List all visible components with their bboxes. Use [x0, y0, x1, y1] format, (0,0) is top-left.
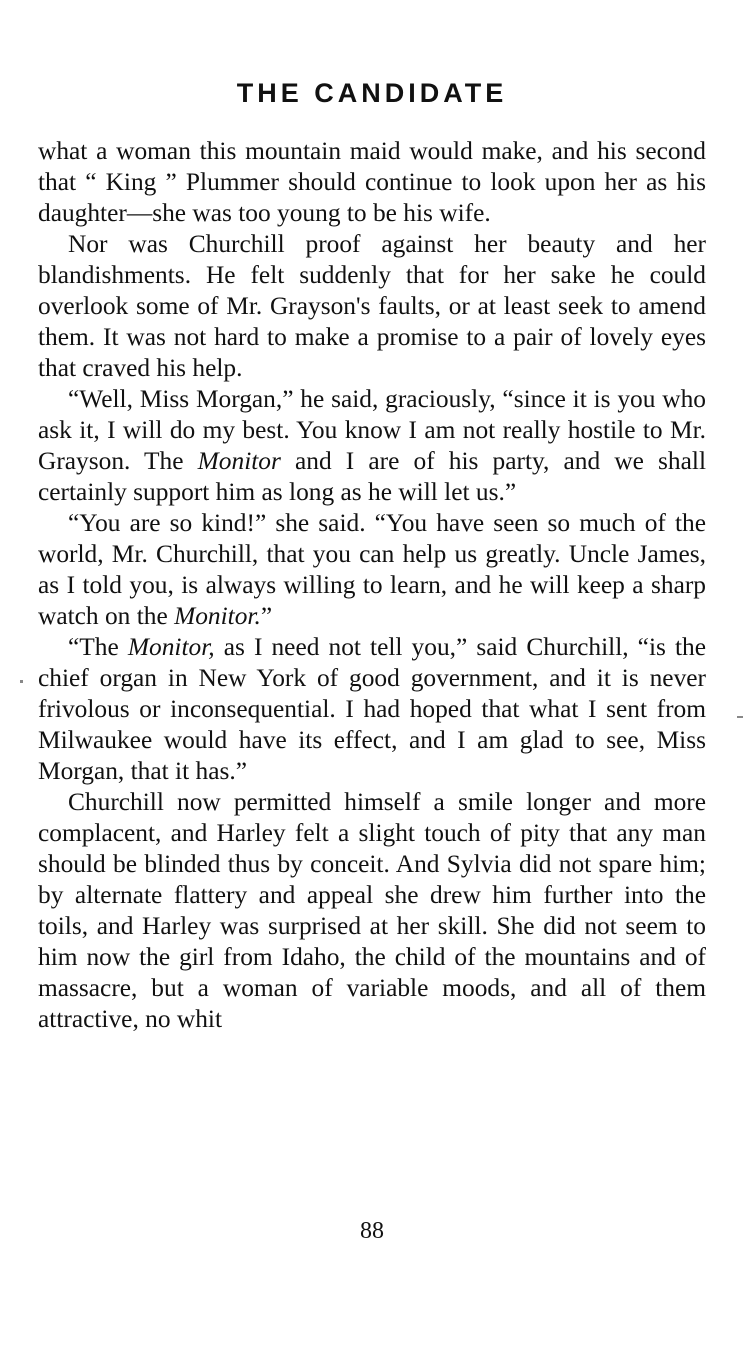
paragraph-the-monitor — [38, 632, 706, 787]
paragraph-text: “Well, Miss Morgan,” he said, graciously, “since it is you who ask it, I will do my best. You know I am not really hostile to Mr. Grayson. The — [38, 385, 706, 475]
paragraph-text: ” — [260, 602, 273, 630]
paragraph-churchill-smile: Churchill now permitted himself a smile longer and more complacent, and Harley felt a slight touch of pity that any man should be blinded thus by conceit. And Sylvia did not spare him; by alternate flattery and appeal she drew him further into the toils, and Harley was surprised at her skill. She did not seem to him now the girl from Idaho, the child of the mountains and of massacre, but a woman of variable moods, and all of them attractive, no whit — [38, 788, 706, 1033]
paragraph-continuation: what a woman this mountain maid would make, and his second that “ King ” Plummer should continue to look upon her as his daughter—she was too young to be his wife. — [38, 137, 706, 227]
body-text — [38, 136, 706, 1035]
paragraph-text: “The — [68, 633, 128, 661]
running-head: THE CANDIDATE — [236, 78, 508, 108]
paragraph-you-are-so-kind — [38, 508, 706, 632]
newspaper-title: Monitor — [197, 447, 281, 475]
paragraph-text: and I are of his party, and we shall certainly support him as long as he will let us.” — [38, 447, 707, 506]
scan-speck — [737, 716, 743, 718]
paragraph-text: “You are so kind!” she said. “You have seen so much of the world, Mr. Churchill, that you can help us greatly. Uncle James, as I told you, is always willing to learn, and he will keep a sharp watch on the — [38, 509, 706, 630]
scan-speck — [20, 680, 23, 683]
newspaper-title: Monitor. — [174, 602, 261, 630]
paragraph-well-miss-morgan — [38, 384, 706, 508]
paragraph-text: as I need not tell you,” said Churchill, “is the chief organ in New York of good government, and it is never frivolous or inconsequential. I had hoped that what I sent from Milwaukee would have its effect, and I am glad to see, Miss Morgan, that it has.” — [38, 633, 706, 785]
page-number: 88 — [360, 1218, 384, 1244]
newspaper-title: Monitor, — [127, 633, 215, 661]
paragraph-churchill-proof: Nor was Churchill proof against her beauty and her blandishments. He felt suddenly that for her sake he could overlook some of Mr. Grayson's faults, or at least seek to amend them. It was not hard to make a promise to a pair of lovely eyes that craved his help. — [38, 230, 706, 382]
